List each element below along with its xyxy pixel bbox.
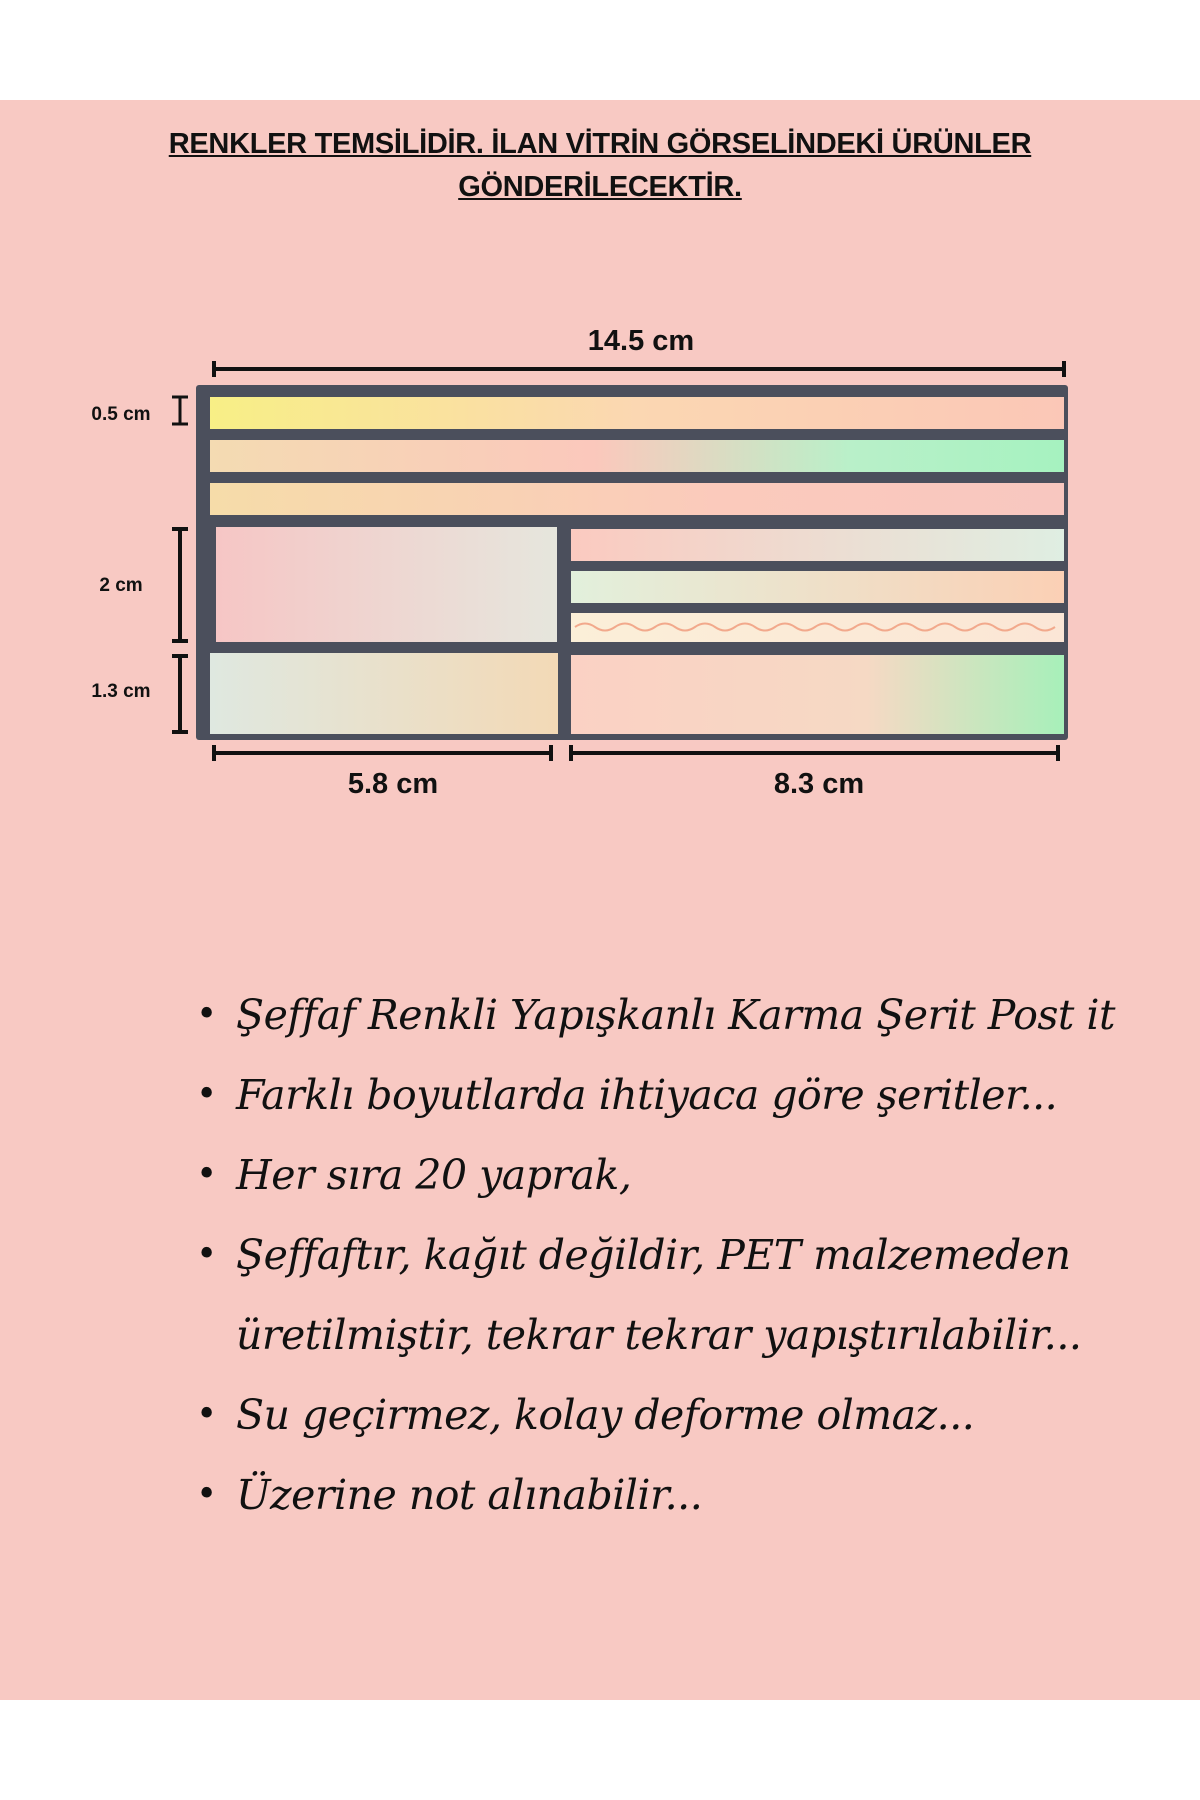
bullet-icon: •: [196, 994, 217, 1035]
dim-line-left-width: [214, 745, 551, 761]
notice-heading: [100, 123, 1100, 209]
left-block: [216, 527, 557, 642]
product-dimension-diagram: [0, 300, 1200, 820]
feature-list: [196, 975, 1186, 1535]
notice-line-1: RENKLER TEMSİLİDİR. İLAN VİTRİN GÖRSELİNDEKİ ÜRÜNLER: [168, 128, 1032, 160]
right-bottom-block: [571, 655, 1064, 734]
feature-text: Her sıra 20 yaprak,: [236, 1151, 632, 1199]
dim-right-width: 8.3 cm: [773, 768, 865, 800]
dim-line-bottom: [172, 656, 188, 732]
feature-item: [196, 1455, 1186, 1535]
dim-left-width: 5.8 cm: [347, 768, 439, 800]
feature-item: [196, 1055, 1186, 1135]
dim-line-right-width: [571, 745, 1058, 761]
feature-item: [196, 1135, 1186, 1215]
notice-line-2: GÖNDERİLECEKTİR.: [458, 171, 742, 203]
dim-line-strip: [172, 397, 188, 424]
dim-block-height: 2 cm: [99, 575, 143, 596]
bullet-icon: •: [196, 1074, 217, 1115]
strip-2: [210, 440, 1064, 472]
dim-line-total: [214, 361, 1064, 377]
dim-total-width: 14.5 cm: [587, 325, 695, 357]
right-strip-2: [571, 571, 1064, 603]
right-strip-3: [571, 613, 1064, 642]
left-bottom-block: [210, 653, 558, 734]
dim-bottom-height: 1.3 cm: [91, 681, 151, 702]
feature-item: [196, 1375, 1186, 1455]
feature-text: Su geçirmez, kolay deforme olmaz...: [236, 1391, 975, 1439]
bullet-icon: •: [196, 1234, 217, 1275]
feature-text: Üzerine not alınabilir...: [236, 1471, 703, 1519]
bullet-icon: •: [196, 1394, 217, 1435]
feature-item: [196, 975, 1186, 1055]
right-strip-1: [571, 529, 1064, 561]
bullet-icon: •: [196, 1474, 217, 1515]
strip-1: [210, 397, 1064, 429]
feature-text: Şeffaftır, kağıt değildir, PET malzemeden üretilmiştir, tekrar tekrar yapıştırılabilir...: [236, 1231, 1082, 1359]
bullet-icon: •: [196, 1154, 217, 1195]
feature-item: [196, 1215, 1116, 1375]
dim-line-block: [172, 529, 188, 641]
feature-text: Şeffaf Renkli Yapışkanlı Karma Şerit Post it: [236, 991, 1116, 1039]
dim-strip-height: 0.5 cm: [91, 404, 151, 425]
strip-3: [210, 483, 1064, 515]
feature-text: Farklı boyutlarda ihtiyaca göre şeritler...: [236, 1071, 1058, 1119]
